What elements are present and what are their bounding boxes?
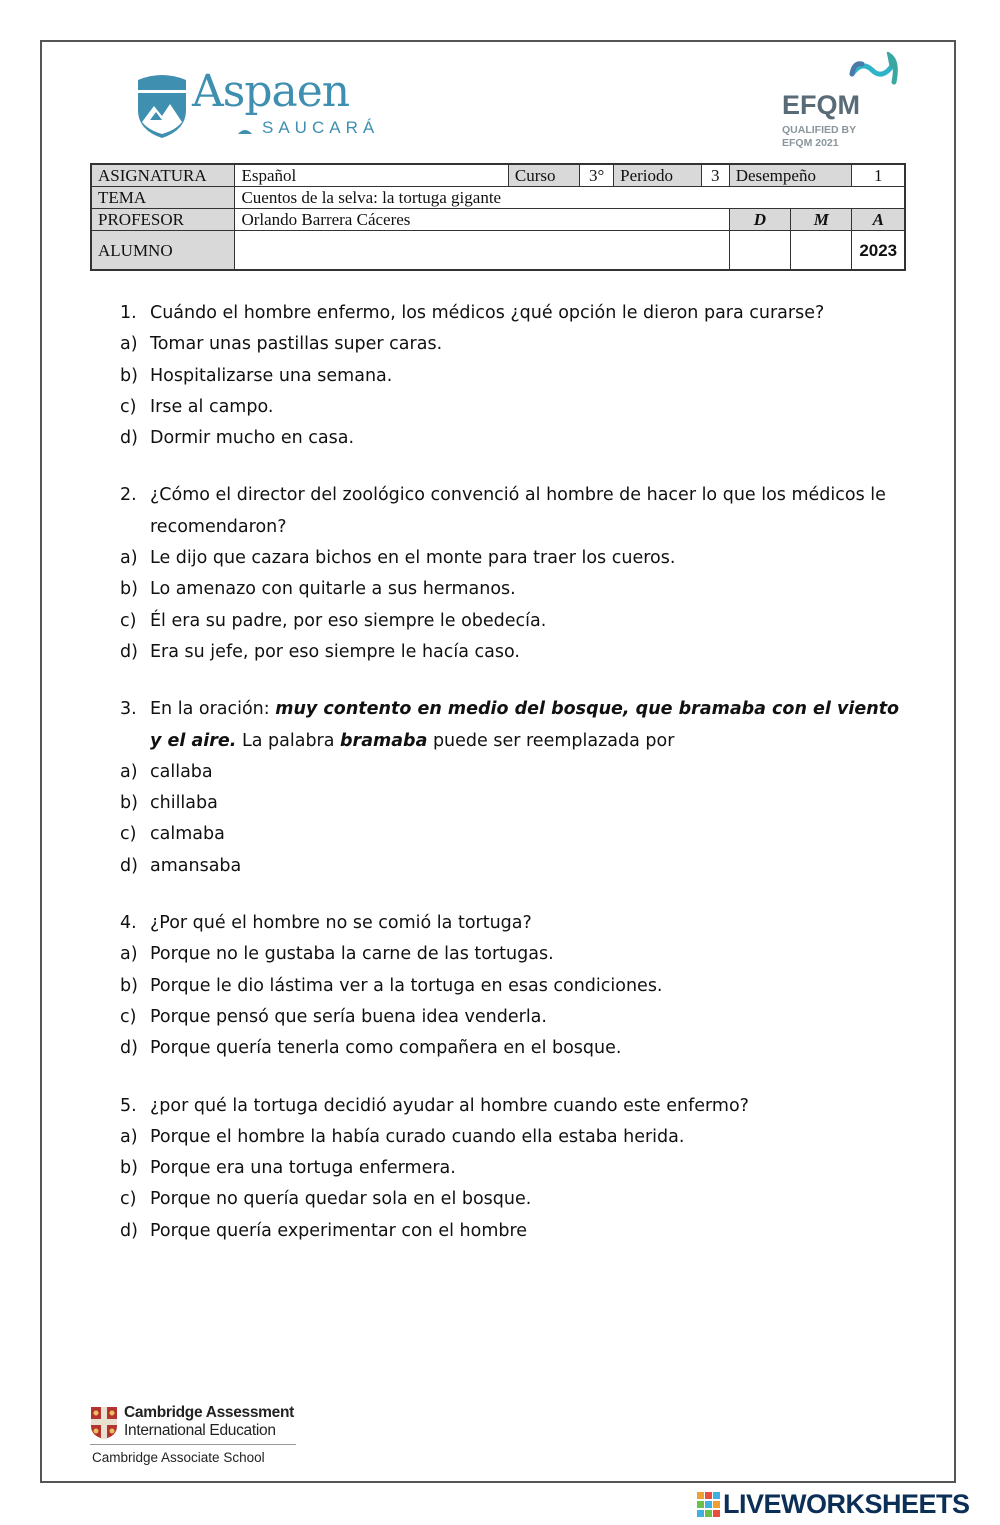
answer-option[interactable] [120, 543, 910, 574]
option-letter: a) [120, 761, 138, 782]
answer-option[interactable] [120, 637, 910, 668]
alumno-label: ALUMNO [91, 231, 235, 271]
answer-option[interactable] [120, 819, 910, 850]
question-text-prefix: En la oración: [150, 699, 276, 720]
option-letter: c) [120, 396, 137, 417]
option-text: Porque no le gustaba la carne de las tortugas. [150, 944, 554, 965]
cambridge-subtitle: International Education [124, 1422, 276, 1439]
question-text-suffix: puede ser reemplazada por [427, 730, 675, 751]
option-text: Hospitalizarse una semana. [150, 365, 393, 386]
efqm-sub-line: QUALIFIED BY [782, 124, 857, 136]
option-text: Porque pensó que sería buena idea venderla. [150, 1006, 547, 1027]
answer-option[interactable] [120, 851, 910, 882]
option-letter: a) [120, 944, 138, 965]
answer-option[interactable] [120, 1153, 910, 1184]
option-letter: a) [120, 548, 138, 569]
cambridge-title: Cambridge Assessment [124, 1404, 295, 1421]
question-text: ¿por qué la tortuga decidió ayudar al hombre cuando este enfermo? [150, 1095, 749, 1116]
info-row-tema [91, 187, 905, 209]
question-text-mid: La palabra [236, 730, 341, 751]
question-number: 5. [120, 1095, 137, 1116]
asignatura-value: Español [235, 164, 508, 187]
option-text: amansaba [150, 855, 242, 876]
tema-label: TEMA [91, 187, 235, 209]
option-letter: b) [120, 1158, 138, 1179]
option-letter: b) [120, 365, 138, 386]
asignatura-label: ASIGNATURA [91, 164, 235, 187]
answer-option[interactable] [120, 329, 910, 360]
info-row-asignatura [91, 164, 905, 187]
option-text: chillaba [150, 793, 218, 814]
option-letter: c) [120, 1189, 137, 1210]
liveworksheets-logo[interactable] [697, 1489, 997, 1523]
info-row-alumno [91, 231, 905, 271]
cambridge-associate: Cambridge Associate School [92, 1450, 265, 1465]
option-letter: d) [120, 641, 138, 662]
mountain-shield-icon [136, 70, 188, 140]
answer-option[interactable] [120, 1002, 910, 1033]
question-text [150, 694, 910, 757]
option-text: Porque quería experimentar con el hombre [150, 1220, 528, 1241]
option-text: Él era su padre, por eso siempre le obedecía. [150, 610, 547, 631]
option-letter: b) [120, 579, 138, 600]
answer-option[interactable] [120, 971, 910, 1002]
school-name: Aspaen [192, 66, 350, 117]
aspaen-logo [136, 68, 396, 140]
answer-option[interactable] [120, 392, 910, 423]
curso-value: 3° [580, 164, 614, 187]
question-number: 1. [120, 303, 137, 323]
option-letter: a) [120, 334, 138, 355]
option-text: Porque quería tenerla como compañera en el bosque. [150, 1038, 622, 1059]
option-letter: d) [120, 1220, 138, 1241]
option-letter: b) [120, 793, 138, 814]
wave-icon [238, 126, 252, 134]
question-4 [120, 908, 910, 1064]
liveworksheets-wordmark: LIVEWORKSHEETS [723, 1489, 970, 1519]
quoted-sentence: muy contento en medio del bosque, que bramaba con el viento y el aire. [150, 699, 900, 751]
cambridge-logo [90, 1404, 310, 1468]
answer-option[interactable] [120, 606, 910, 637]
question-3 [120, 694, 910, 882]
option-text: Porque era una tortuga enfermera. [150, 1158, 456, 1179]
answer-option[interactable] [120, 788, 910, 819]
info-row-profesor [91, 209, 905, 231]
option-text: callaba [150, 761, 213, 782]
answer-option[interactable] [120, 1033, 910, 1064]
answer-option[interactable] [120, 757, 910, 788]
option-text: Porque el hombre la había curado cuando ella estaba herida. [150, 1126, 685, 1147]
answer-option[interactable] [120, 1184, 910, 1215]
answer-option[interactable] [120, 574, 910, 605]
option-text: Tomar unas pastillas super caras. [150, 334, 443, 355]
cambridge-shield-icon [90, 1406, 118, 1440]
divider [90, 1444, 296, 1445]
option-letter: d) [120, 855, 138, 876]
answer-option[interactable] [120, 939, 910, 970]
option-letter: d) [120, 1038, 138, 1059]
question-text: ¿Por qué el hombre no se comió la tortuga? [150, 913, 532, 934]
target-word: bramaba [340, 730, 428, 751]
option-text: Irse al campo. [150, 396, 274, 417]
option-text: Porque le dio lástima ver a la tortuga en esas condiciones. [150, 975, 663, 996]
question-text: ¿Cómo el director del zoológico convenció al hombre de hacer lo que los médicos le recomendaron? [150, 485, 886, 537]
tema-value: Cuentos de la selva: la tortuga gigante [235, 187, 905, 209]
periodo-value: 3 [701, 164, 729, 187]
question-2 [120, 480, 910, 668]
option-letter: d) [120, 428, 138, 449]
question-list [120, 298, 910, 1273]
option-letter: a) [120, 1126, 138, 1147]
day-field[interactable] [729, 231, 790, 271]
year-value: 2023 [852, 231, 905, 271]
efqm-logo [780, 52, 910, 152]
option-text: Era su jefe, por eso siempre le hacía caso. [150, 641, 520, 662]
day-label: D [729, 209, 790, 231]
month-label: M [791, 209, 852, 231]
option-text: Le dijo que cazara bichos en el monte para traer los cueros. [150, 548, 676, 569]
profesor-label: PROFESOR [91, 209, 235, 231]
answer-option[interactable] [120, 361, 910, 392]
question-number: 4. [120, 913, 137, 934]
profesor-value: Orlando Barrera Cáceres [235, 209, 729, 231]
month-field[interactable] [791, 231, 852, 271]
info-table [90, 163, 906, 271]
question-text: Cuándo el hombre enfermo, los médicos ¿qué opción le dieron para curarse? [150, 303, 825, 323]
answer-option[interactable] [120, 423, 910, 454]
question-number: 3. [120, 699, 137, 720]
option-letter: b) [120, 975, 138, 996]
option-text: Porque no quería quedar sola en el bosque. [150, 1189, 532, 1210]
curso-label: Curso [508, 164, 579, 187]
option-letter: c) [120, 610, 137, 631]
option-text: calmaba [150, 824, 225, 845]
efqm-name: EFQM [782, 90, 860, 120]
option-text: Lo amenazo con quitarle a sus hermanos. [150, 579, 516, 600]
efqm-sub-line: EFQM 2021 [782, 137, 839, 149]
question-5 [120, 1091, 910, 1247]
question-1 [120, 298, 910, 454]
option-letter: c) [120, 824, 137, 845]
answer-option[interactable] [120, 1122, 910, 1153]
infinity-ribbon-icon [848, 52, 900, 86]
alumno-field[interactable] [235, 231, 729, 271]
option-text: Dormir mucho en casa. [150, 428, 355, 449]
liveworksheets-icon [697, 1492, 721, 1518]
school-campus: SAUCARÁ [262, 118, 380, 137]
desempeno-value: 1 [852, 164, 905, 187]
efqm-qualification [782, 124, 856, 150]
desempeno-label: Desempeño [729, 164, 852, 187]
year-label: A [852, 209, 905, 231]
question-number: 2. [120, 485, 137, 506]
answer-option[interactable] [120, 1216, 910, 1247]
option-letter: c) [120, 1006, 137, 1027]
periodo-label: Periodo [614, 164, 702, 187]
